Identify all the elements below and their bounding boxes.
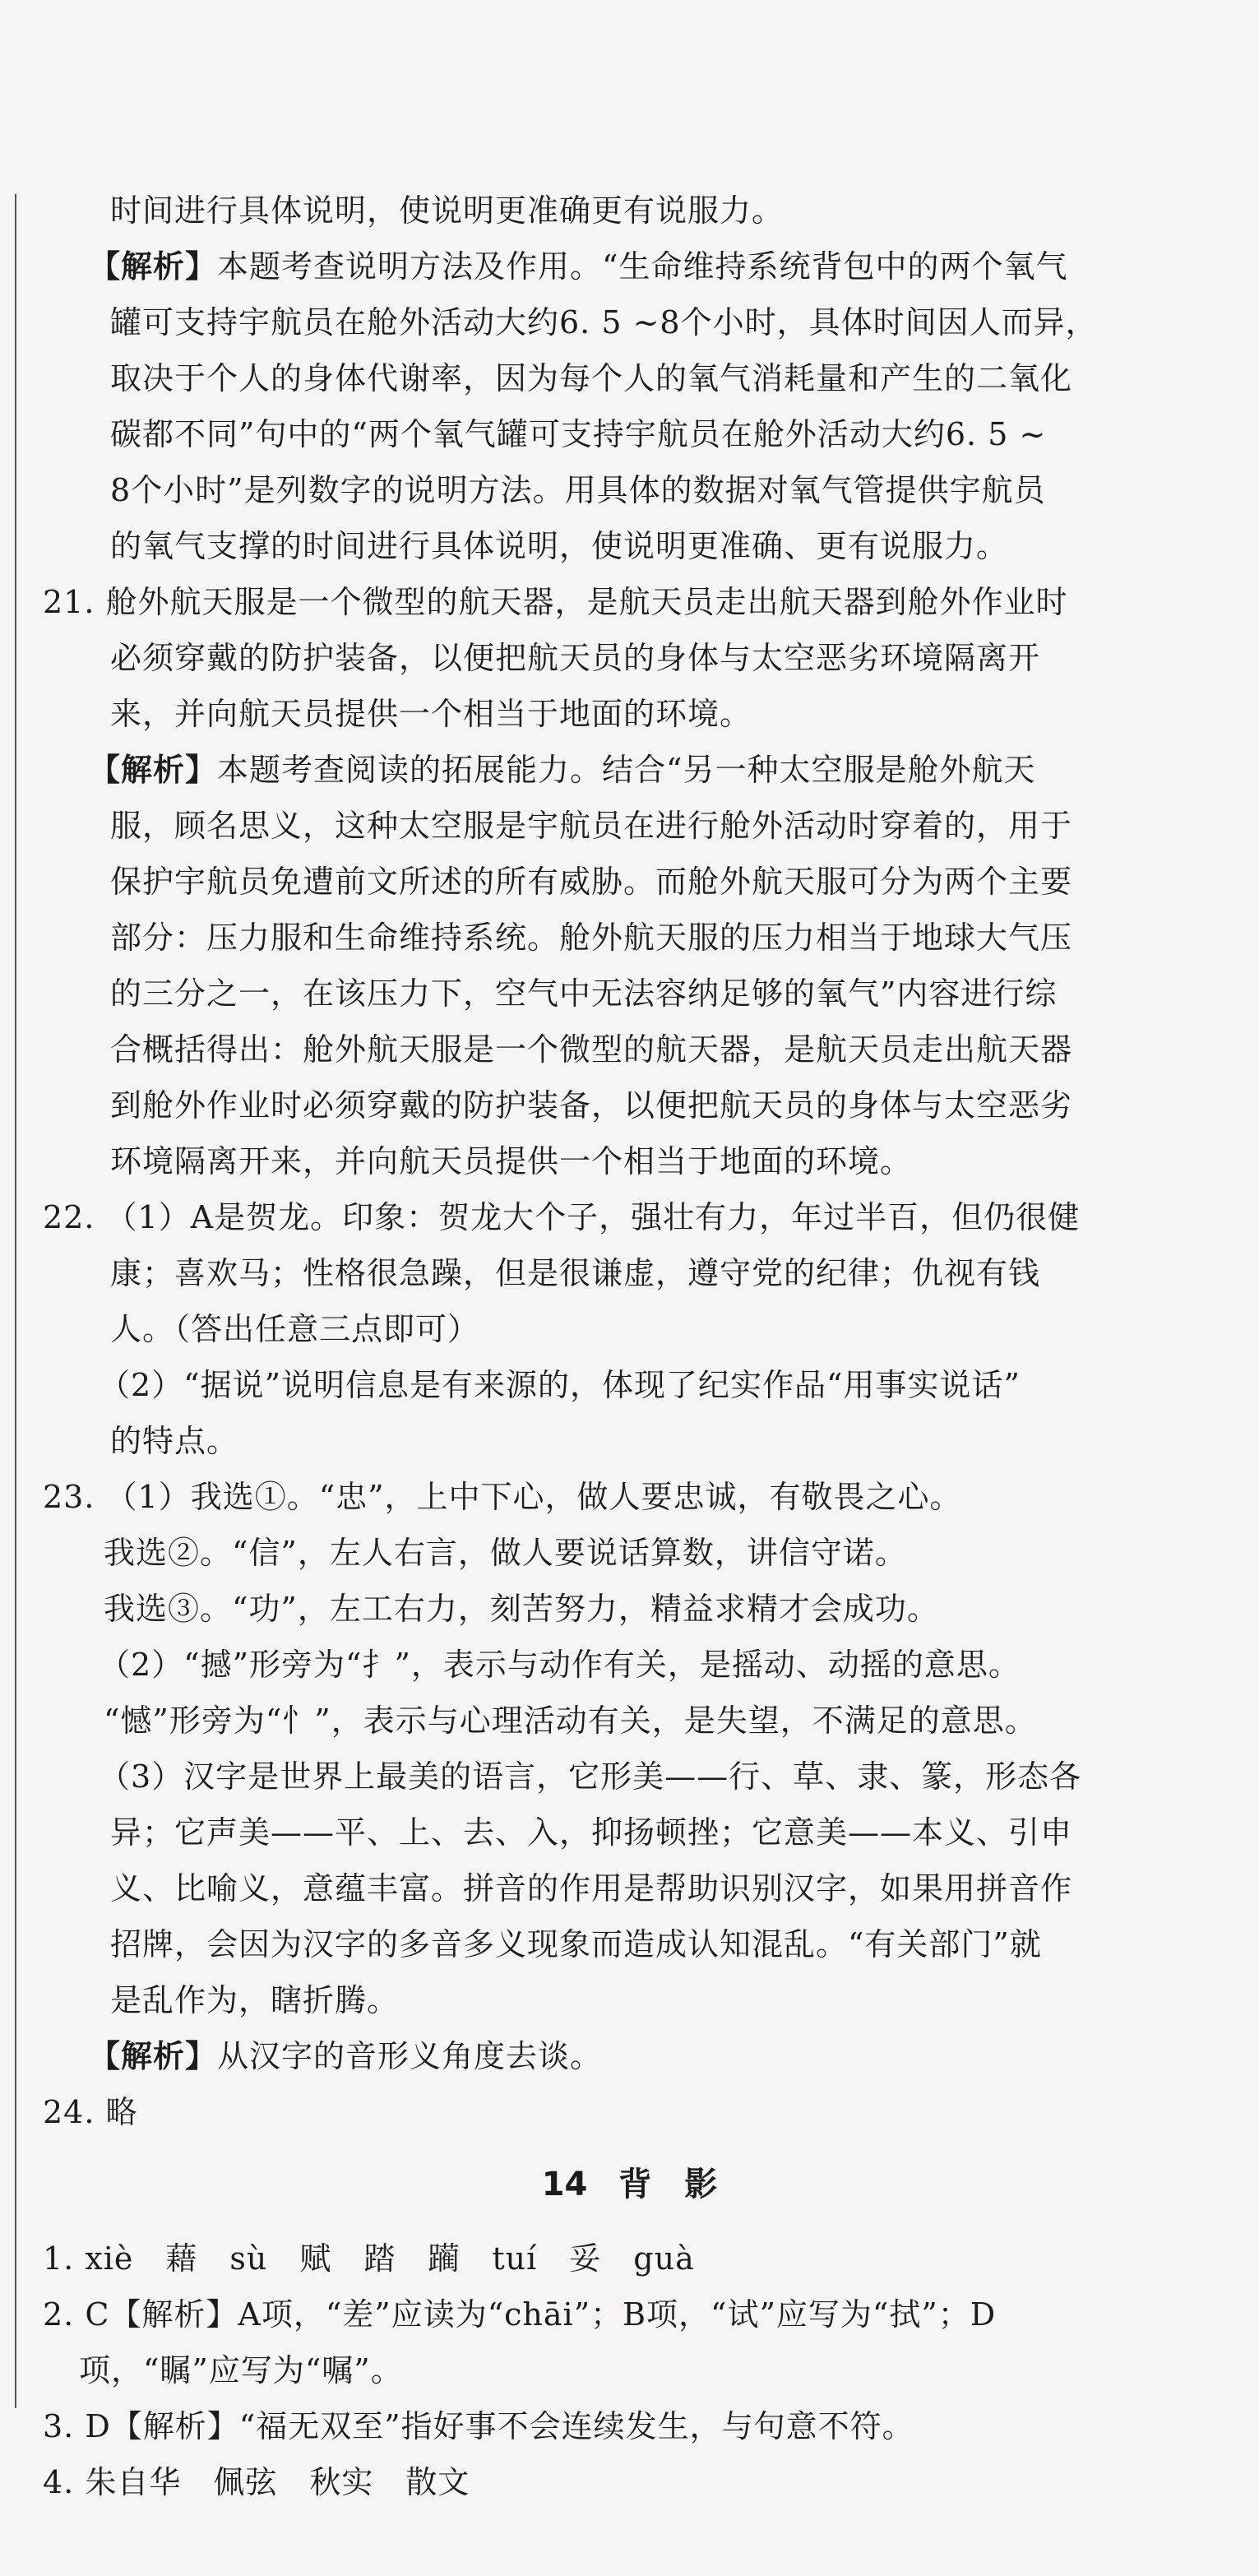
text-line — [43, 1196, 1080, 1239]
line-text: “憾”形旁为“忄”，表示与心理活动有关，是失望，不满足的意思。 — [104, 1703, 1037, 1739]
line-text: （2）“撼”形旁为“扌”，表示与动作有关，是摇动、动摇的意思。 — [99, 1647, 1021, 1683]
line-text: 服，顾名思义，这种太空服是宇航员在进行舱外活动时穿着的，用于 — [110, 808, 1073, 844]
line-text: 义、比喻义，意蕴丰富。拼音的作用是帮助识别汉字，如果用拼音作 — [110, 1870, 1073, 1907]
line-text: 我选③。“功”，左工右力，刻苦努力，精益求精才会成功。 — [104, 1591, 939, 1627]
line-text: （3）汉字是世界上最美的语言，它形美——行、草、隶、篆，形态各 — [99, 1758, 1082, 1795]
line-text: 的三分之一，在该压力下，空气中无法容纳足够的氧气”内容进行综 — [110, 975, 1058, 1012]
text-line — [110, 1867, 1072, 1910]
text-line — [104, 1531, 907, 1574]
line-text: 环境隔离开来，并向航天员提供一个相当于地面的环境。 — [110, 1143, 913, 1179]
text-line — [110, 525, 1008, 568]
line-text: 项，“瞩”应写为“嘱”。 — [79, 2352, 403, 2388]
line-text: 朱自华 佩弦 秋实 散文 — [85, 2464, 470, 2500]
question-number: 21. — [43, 584, 106, 620]
text-line — [43, 2461, 470, 2504]
analysis-tag: 【解析】 — [89, 2038, 218, 2074]
line-text: 的氧气支撑的时间进行具体说明，使说明更准确、更有说服力。 — [110, 528, 1009, 564]
line-text: 到舱外作业时必须穿戴的防护装备，以便把航天员的身体与太空恶劣 — [110, 1087, 1073, 1124]
analysis-tag: 【解析】 — [89, 248, 218, 285]
line-text: 取决于个人的身体代谢率，因为每个人的氧气消耗量和产生的二氧化 — [110, 360, 1073, 396]
question-number: 2. — [43, 2296, 86, 2333]
line-text: 碳都不同”句中的“两个氧气罐可支持宇航员在舱外活动大约6. 5 ~ — [110, 416, 1047, 452]
question-number: 22. — [43, 1199, 106, 1235]
line-text: 舱外航天服是一个微型的航天器，是航天员走出航天器到舱外作业时 — [105, 584, 1068, 620]
text-line — [110, 860, 1072, 903]
text-line — [110, 972, 1057, 1015]
text-line — [104, 1587, 939, 1630]
text-line — [99, 1755, 1081, 1798]
text-line — [43, 2091, 138, 2134]
line-text: 时间进行具体说明，使说明更准确更有说服力。 — [110, 192, 785, 229]
text-line — [110, 1252, 1040, 1295]
text-line — [99, 1643, 1021, 1686]
text-line — [110, 189, 784, 232]
question-number: 23. — [43, 1479, 106, 1515]
text-line — [110, 469, 1046, 512]
text-line — [43, 2405, 914, 2448]
text-line — [110, 1811, 1072, 1854]
analysis-tag: 【解析】 — [89, 752, 218, 788]
line-text: 8个小时”是列数字的说明方法。用具体的数据对氧气管提供宇航员 — [110, 472, 1046, 508]
text-line — [110, 301, 1098, 344]
text-line — [110, 1140, 912, 1183]
text-line — [110, 413, 1046, 456]
line-text: 本题考查说明方法及作用。“生命维持系统背包中的两个氧气 — [217, 248, 1068, 285]
line-text: （1）A是贺龙。印象：贺龙大个子，强壮有力，年过半百，但仍很健 — [105, 1199, 1081, 1235]
line-text: 合概括得出：舱外航天服是一个微型的航天器，是航天员走出航天器 — [110, 1031, 1073, 1068]
question-number: 3. — [43, 2408, 86, 2444]
text-line — [110, 1308, 479, 1351]
text-line — [99, 1364, 1021, 1406]
section-title: 背 影 — [618, 2166, 718, 2203]
line-text: C【解析】A项，“差”应读为“chāi”；B项，“试”应写为“拭”；D — [85, 2296, 997, 2333]
question-number: 4. — [43, 2464, 86, 2500]
text-line — [110, 1084, 1072, 1127]
line-text: 人。（答出任意三点即可） — [110, 1311, 480, 1347]
text-line — [43, 581, 1068, 623]
line-text: 略 — [105, 2094, 138, 2130]
text-line — [110, 1979, 399, 2022]
line-text: （2）“据说”说明信息是有来源的，体现了纪实作品“用事实说话” — [99, 1367, 1021, 1403]
line-text: 来，并向航天员提供一个相当于地面的环境。 — [110, 696, 752, 732]
line-text: 的特点。 — [110, 1423, 239, 1459]
text-line — [110, 693, 752, 735]
text-line — [110, 357, 1072, 400]
text-line — [110, 1028, 1072, 1071]
text-line — [104, 1699, 1037, 1742]
question-number: 24. — [43, 2094, 106, 2130]
text-line — [89, 2035, 602, 2078]
line-text: 保护宇航员免遭前文所述的所有威胁。而舱外航天服可分为两个主要 — [110, 864, 1073, 900]
text-line — [110, 1420, 238, 1462]
line-text: 我选②。“信”，左人右言，做人要说话算数，讲信守诺。 — [104, 1535, 907, 1571]
question-number: 1. — [43, 2240, 86, 2277]
line-text: 是乱作为，瞎折腾。 — [110, 1982, 400, 2018]
section-number: 14 — [541, 2166, 588, 2203]
text-line — [43, 2293, 996, 2336]
section-heading — [0, 2163, 1259, 2206]
line-text: D【解析】“福无双至”指好事不会连续发生，与句意不符。 — [85, 2408, 914, 2444]
margin-rule — [15, 194, 16, 2408]
text-line — [79, 2349, 403, 2392]
text-line — [43, 2237, 695, 2280]
text-line — [110, 916, 1072, 959]
line-text: 本题考查阅读的拓展能力。结合“另一种太空服是舱外航天 — [217, 752, 1036, 788]
line-text: 罐可支持宇航员在舱外活动大约6. 5 ~8个小时，具体时间因人而异， — [110, 304, 1098, 341]
text-line — [43, 1476, 962, 1518]
line-text: 部分：压力服和生命维持系统。舱外航天服的压力相当于地球大气压 — [110, 920, 1073, 956]
text-line — [110, 637, 1040, 679]
text-line — [110, 1923, 1042, 1966]
line-text: xiè 藉 sù 赋 踏 躏 tuí 妥 guà — [85, 2240, 695, 2277]
line-text: 异；它声美——平、上、去、入，抑扬顿挫；它意美——本义、引申 — [110, 1814, 1073, 1851]
text-line — [89, 748, 1035, 791]
line-text: 必须穿戴的防护装备，以便把航天员的身体与太空恶劣环境隔离开 — [110, 640, 1041, 676]
line-text: 康；喜欢马；性格很急躁，但是很谦虚，遵守党的纪律；仇视有钱 — [110, 1255, 1041, 1291]
text-line — [110, 804, 1072, 847]
line-text: （1）我选①。“忠”，上中下心，做人要忠诚，有敬畏之心。 — [105, 1479, 962, 1515]
text-line — [89, 245, 1067, 288]
line-text: 招牌，会因为汉字的多音多义现象而造成认知混乱。“有关部门”就 — [110, 1926, 1042, 1962]
line-text: 从汉字的音形义角度去谈。 — [217, 2038, 603, 2074]
